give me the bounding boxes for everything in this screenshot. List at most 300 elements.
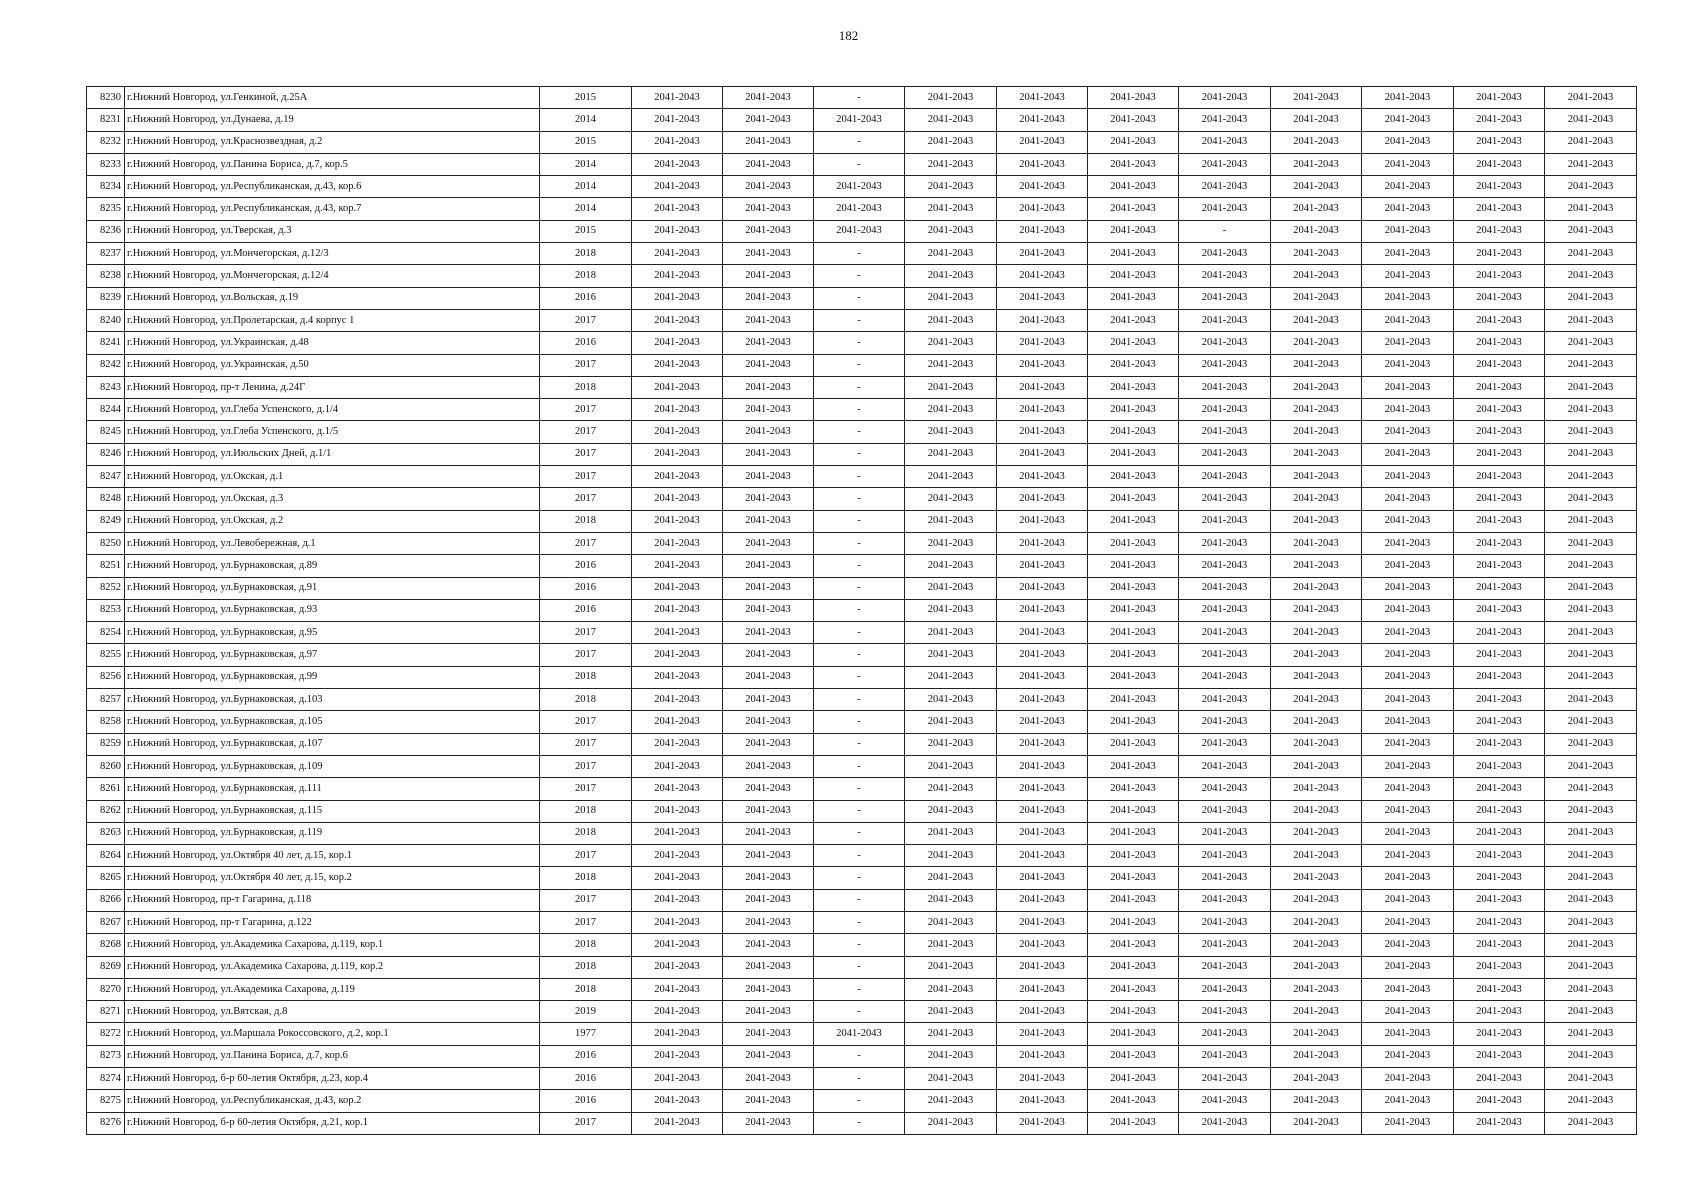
period-cell: 2041-2043 (997, 889, 1088, 911)
period-cell: 2041-2043 (723, 354, 814, 376)
period-cell: 2041-2043 (1362, 599, 1454, 621)
period-cell: 2041-2043 (1088, 109, 1179, 131)
period-cell: 2041-2043 (723, 198, 814, 220)
period-cell: 2041-2043 (997, 845, 1088, 867)
period-cell: 2041-2043 (1179, 443, 1271, 465)
table-row (87, 153, 1637, 175)
period-cell: - (814, 265, 905, 287)
year-cell: 2016 (540, 1090, 632, 1112)
period-cell: 2041-2043 (997, 243, 1088, 265)
period-cell: 2041-2043 (1271, 510, 1362, 532)
row-number-cell: 8259 (87, 733, 125, 755)
table-row (87, 666, 1637, 688)
period-cell: 2041-2043 (1545, 376, 1637, 398)
address-cell: г.Нижний Новгород, ул.Бурнаковская, д.107 (125, 733, 540, 755)
year-cell: 2018 (540, 934, 632, 956)
row-number-cell: 8239 (87, 287, 125, 309)
period-cell: 2041-2043 (997, 1068, 1088, 1090)
period-cell: 2041-2043 (905, 309, 997, 331)
period-cell: 2041-2043 (1271, 332, 1362, 354)
period-cell: 2041-2043 (814, 176, 905, 198)
period-cell: 2041-2043 (997, 934, 1088, 956)
period-cell: 2041-2043 (632, 599, 723, 621)
period-cell: 2041-2043 (1545, 1045, 1637, 1067)
table-row (87, 733, 1637, 755)
period-cell: 2041-2043 (905, 421, 997, 443)
period-cell: 2041-2043 (905, 510, 997, 532)
period-cell: 2041-2043 (1454, 845, 1545, 867)
year-cell: 2018 (540, 376, 632, 398)
period-cell: - (814, 243, 905, 265)
period-cell: 2041-2043 (905, 532, 997, 554)
period-cell: 2041-2043 (1179, 911, 1271, 933)
period-cell: 2041-2043 (1362, 399, 1454, 421)
period-cell: 2041-2043 (1362, 87, 1454, 109)
period-cell: 2041-2043 (1271, 399, 1362, 421)
address-cell: г.Нижний Новгород, ул.Окская, д.1 (125, 466, 540, 488)
period-cell: - (814, 622, 905, 644)
period-cell: 2041-2043 (905, 1045, 997, 1067)
table-row (87, 555, 1637, 577)
period-cell: 2041-2043 (1362, 555, 1454, 577)
period-cell: 2041-2043 (1454, 176, 1545, 198)
registry-table (86, 86, 1637, 1135)
table-row (87, 1112, 1637, 1134)
period-cell: 2041-2043 (997, 577, 1088, 599)
period-cell: 2041-2043 (1362, 778, 1454, 800)
period-cell: - (814, 733, 905, 755)
period-cell: 2041-2043 (1088, 332, 1179, 354)
period-cell: 2041-2043 (1088, 822, 1179, 844)
row-number-cell: 8257 (87, 689, 125, 711)
period-cell: 2041-2043 (1088, 1112, 1179, 1134)
address-cell: г.Нижний Новгород, ул.Бурнаковская, д.109 (125, 755, 540, 777)
year-cell: 2017 (540, 399, 632, 421)
period-cell: - (814, 822, 905, 844)
period-cell: 2041-2043 (1362, 243, 1454, 265)
period-cell: 2041-2043 (1088, 867, 1179, 889)
row-number-cell: 8270 (87, 978, 125, 1000)
row-number-cell: 8231 (87, 109, 125, 131)
address-cell: г.Нижний Новгород, ул.Пролетарская, д.4 корпус 1 (125, 309, 540, 331)
period-cell: 2041-2043 (1362, 755, 1454, 777)
year-cell: 2017 (540, 532, 632, 554)
period-cell: 2041-2043 (632, 1112, 723, 1134)
period-cell: 2041-2043 (997, 622, 1088, 644)
period-cell: - (814, 845, 905, 867)
period-cell: 2041-2043 (997, 376, 1088, 398)
period-cell: 2041-2043 (997, 1001, 1088, 1023)
period-cell: 2041-2043 (1545, 198, 1637, 220)
period-cell: 2041-2043 (905, 622, 997, 644)
period-cell: 2041-2043 (632, 243, 723, 265)
period-cell: 2041-2043 (905, 1090, 997, 1112)
period-cell: 2041-2043 (1545, 1090, 1637, 1112)
period-cell: 2041-2043 (1088, 1090, 1179, 1112)
period-cell: 2041-2043 (723, 153, 814, 175)
period-cell: 2041-2043 (1454, 87, 1545, 109)
period-cell: 2041-2043 (1454, 399, 1545, 421)
address-cell: г.Нижний Новгород, ул.Бурнаковская, д.119 (125, 822, 540, 844)
period-cell: 2041-2043 (905, 466, 997, 488)
period-cell: 2041-2043 (723, 532, 814, 554)
period-cell: - (814, 577, 905, 599)
period-cell: 2041-2043 (1088, 733, 1179, 755)
period-cell: 2041-2043 (1454, 1001, 1545, 1023)
period-cell: 2041-2043 (1271, 265, 1362, 287)
period-cell: 2041-2043 (1179, 153, 1271, 175)
period-cell: 2041-2043 (632, 755, 723, 777)
period-cell: 2041-2043 (1271, 733, 1362, 755)
period-cell: 2041-2043 (905, 376, 997, 398)
period-cell: 2041-2043 (632, 198, 723, 220)
period-cell: 2041-2043 (1179, 577, 1271, 599)
period-cell: - (814, 911, 905, 933)
period-cell: 2041-2043 (1179, 666, 1271, 688)
address-cell: г.Нижний Новгород, ул.Октября 40 лет, д.15, кор.1 (125, 845, 540, 867)
row-number-cell: 8269 (87, 956, 125, 978)
period-cell: 2041-2043 (632, 978, 723, 1000)
period-cell: 2041-2043 (632, 376, 723, 398)
table-row (87, 644, 1637, 666)
period-cell: 2041-2043 (1362, 644, 1454, 666)
period-cell: 2041-2043 (1454, 599, 1545, 621)
period-cell: 2041-2043 (1545, 644, 1637, 666)
period-cell: 2041-2043 (1179, 689, 1271, 711)
period-cell: - (814, 354, 905, 376)
table-row (87, 911, 1637, 933)
row-number-cell: 8237 (87, 243, 125, 265)
period-cell: 2041-2043 (905, 443, 997, 465)
period-cell: 2041-2043 (1545, 1001, 1637, 1023)
period-cell: 2041-2043 (1362, 443, 1454, 465)
row-number-cell: 8232 (87, 131, 125, 153)
table-row (87, 198, 1637, 220)
table-row (87, 934, 1637, 956)
period-cell: 2041-2043 (723, 421, 814, 443)
table-row (87, 443, 1637, 465)
period-cell: 2041-2043 (1179, 845, 1271, 867)
period-cell: 2041-2043 (997, 978, 1088, 1000)
period-cell: 2041-2043 (1362, 1001, 1454, 1023)
period-cell: 2041-2043 (1545, 443, 1637, 465)
period-cell: 2041-2043 (997, 131, 1088, 153)
address-cell: г.Нижний Новгород, ул.Республиканская, д.43, кор.7 (125, 198, 540, 220)
period-cell: 2041-2043 (905, 265, 997, 287)
period-cell: 2041-2043 (814, 198, 905, 220)
period-cell: 2041-2043 (632, 644, 723, 666)
period-cell: 2041-2043 (723, 934, 814, 956)
period-cell: 2041-2043 (905, 287, 997, 309)
period-cell: 2041-2043 (1179, 243, 1271, 265)
period-cell: 2041-2043 (905, 599, 997, 621)
period-cell: 2041-2043 (723, 845, 814, 867)
period-cell: 2041-2043 (1362, 354, 1454, 376)
period-cell: - (814, 153, 905, 175)
year-cell: 2015 (540, 87, 632, 109)
year-cell: 2018 (540, 978, 632, 1000)
period-cell: 2041-2043 (723, 176, 814, 198)
period-cell: 2041-2043 (1088, 889, 1179, 911)
period-cell: 2041-2043 (632, 1090, 723, 1112)
period-cell: 2041-2043 (1088, 87, 1179, 109)
period-cell: 2041-2043 (1088, 644, 1179, 666)
period-cell: 2041-2043 (723, 109, 814, 131)
period-cell: 2041-2043 (632, 911, 723, 933)
period-cell: 2041-2043 (1271, 689, 1362, 711)
year-cell: 2014 (540, 153, 632, 175)
period-cell: 2041-2043 (997, 109, 1088, 131)
period-cell: 2041-2043 (1271, 755, 1362, 777)
year-cell: 2017 (540, 466, 632, 488)
period-cell: 2041-2043 (1271, 867, 1362, 889)
table-row (87, 131, 1637, 153)
period-cell: 2041-2043 (1088, 1001, 1179, 1023)
period-cell: 2041-2043 (1362, 1068, 1454, 1090)
table-row (87, 599, 1637, 621)
period-cell: 2041-2043 (723, 555, 814, 577)
year-cell: 2017 (540, 889, 632, 911)
period-cell: 2041-2043 (1454, 198, 1545, 220)
period-cell: 2041-2043 (1179, 978, 1271, 1000)
period-cell: - (814, 443, 905, 465)
table-row (87, 466, 1637, 488)
period-cell: 2041-2043 (1362, 733, 1454, 755)
row-number-cell: 8275 (87, 1090, 125, 1112)
table-row (87, 376, 1637, 398)
period-cell: 2041-2043 (997, 354, 1088, 376)
period-cell: 2041-2043 (1454, 644, 1545, 666)
table-row (87, 87, 1637, 109)
period-cell: - (814, 488, 905, 510)
table-row (87, 867, 1637, 889)
table-row (87, 421, 1637, 443)
period-cell: 2041-2043 (905, 934, 997, 956)
table-row (87, 711, 1637, 733)
year-cell: 2018 (540, 800, 632, 822)
period-cell: 2041-2043 (1088, 443, 1179, 465)
period-cell: 2041-2043 (1088, 354, 1179, 376)
year-cell: 2017 (540, 845, 632, 867)
year-cell: 2017 (540, 644, 632, 666)
period-cell: 2041-2043 (1362, 1090, 1454, 1112)
period-cell: 2041-2043 (1362, 265, 1454, 287)
period-cell: 2041-2043 (1545, 421, 1637, 443)
period-cell: 2041-2043 (1545, 978, 1637, 1000)
period-cell: - (814, 1045, 905, 1067)
table-row (87, 176, 1637, 198)
period-cell: 2041-2043 (1271, 555, 1362, 577)
year-cell: 2017 (540, 443, 632, 465)
period-cell: 2041-2043 (905, 689, 997, 711)
period-cell: 2041-2043 (1454, 354, 1545, 376)
period-cell: 2041-2043 (723, 287, 814, 309)
year-cell: 2017 (540, 755, 632, 777)
period-cell: 2041-2043 (1088, 131, 1179, 153)
period-cell: 2041-2043 (905, 399, 997, 421)
period-cell: 2041-2043 (905, 109, 997, 131)
table-row (87, 532, 1637, 554)
row-number-cell: 8266 (87, 889, 125, 911)
period-cell: 2041-2043 (1088, 399, 1179, 421)
period-cell: 2041-2043 (997, 176, 1088, 198)
period-cell: 2041-2043 (1271, 466, 1362, 488)
period-cell: 2041-2043 (1179, 332, 1271, 354)
period-cell: 2041-2043 (905, 889, 997, 911)
period-cell: 2041-2043 (1545, 689, 1637, 711)
period-cell: 2041-2043 (1179, 287, 1271, 309)
period-cell: 2041-2043 (1545, 87, 1637, 109)
period-cell: 2041-2043 (1179, 1068, 1271, 1090)
period-cell: 2041-2043 (1545, 622, 1637, 644)
period-cell: 2041-2043 (1271, 287, 1362, 309)
period-cell: 2041-2043 (1545, 309, 1637, 331)
period-cell: 2041-2043 (723, 867, 814, 889)
period-cell: 2041-2043 (1179, 1023, 1271, 1045)
period-cell: 2041-2043 (1362, 956, 1454, 978)
period-cell: - (814, 466, 905, 488)
period-cell: 2041-2043 (1271, 644, 1362, 666)
period-cell: 2041-2043 (905, 198, 997, 220)
period-cell: 2041-2043 (1454, 555, 1545, 577)
period-cell: 2041-2043 (1179, 354, 1271, 376)
period-cell: 2041-2043 (632, 666, 723, 688)
period-cell: 2041-2043 (1362, 934, 1454, 956)
address-cell: г.Нижний Новгород, ул.Бурнаковская, д.95 (125, 622, 540, 644)
period-cell: 2041-2043 (1454, 733, 1545, 755)
period-cell: 2041-2043 (1088, 978, 1179, 1000)
row-number-cell: 8271 (87, 1001, 125, 1023)
period-cell: 2041-2043 (1179, 488, 1271, 510)
table-row (87, 889, 1637, 911)
period-cell: 2041-2043 (1545, 265, 1637, 287)
table-row (87, 778, 1637, 800)
period-cell: 2041-2043 (997, 666, 1088, 688)
period-cell: 2041-2043 (1271, 1112, 1362, 1134)
period-cell: 2041-2043 (632, 733, 723, 755)
period-cell: 2041-2043 (997, 265, 1088, 287)
period-cell: 2041-2043 (1179, 644, 1271, 666)
period-cell: 2041-2043 (997, 532, 1088, 554)
period-cell: 2041-2043 (632, 555, 723, 577)
period-cell: 2041-2043 (905, 332, 997, 354)
row-number-cell: 8243 (87, 376, 125, 398)
period-cell: 2041-2043 (1271, 153, 1362, 175)
table-row (87, 978, 1637, 1000)
period-cell: 2041-2043 (1545, 867, 1637, 889)
period-cell: 2041-2043 (905, 644, 997, 666)
period-cell: 2041-2043 (723, 265, 814, 287)
row-number-cell: 8240 (87, 309, 125, 331)
period-cell: 2041-2043 (632, 1068, 723, 1090)
period-cell: 2041-2043 (1088, 577, 1179, 599)
period-cell: 2041-2043 (905, 1023, 997, 1045)
address-cell: г.Нижний Новгород, ул.Глеба Успенского, д.1/4 (125, 399, 540, 421)
period-cell: 2041-2043 (1545, 733, 1637, 755)
period-cell: 2041-2043 (632, 87, 723, 109)
row-number-cell: 8238 (87, 265, 125, 287)
period-cell: 2041-2043 (632, 176, 723, 198)
address-cell: г.Нижний Новгород, ул.Панина Бориса, д.7, кор.5 (125, 153, 540, 175)
period-cell: 2041-2043 (1545, 220, 1637, 242)
period-cell: - (814, 332, 905, 354)
period-cell: 2041-2043 (1271, 243, 1362, 265)
period-cell: 2041-2043 (1179, 131, 1271, 153)
period-cell: 2041-2043 (1088, 309, 1179, 331)
period-cell: 2041-2043 (1179, 622, 1271, 644)
row-number-cell: 8261 (87, 778, 125, 800)
period-cell: 2041-2043 (1179, 176, 1271, 198)
year-cell: 2018 (540, 822, 632, 844)
year-cell: 2014 (540, 109, 632, 131)
period-cell: 2041-2043 (723, 666, 814, 688)
period-cell: 2041-2043 (1362, 510, 1454, 532)
period-cell: 2041-2043 (905, 131, 997, 153)
period-cell: 2041-2043 (1545, 800, 1637, 822)
period-cell: 2041-2043 (632, 488, 723, 510)
table-row (87, 689, 1637, 711)
period-cell: 2041-2043 (1271, 109, 1362, 131)
period-cell: 2041-2043 (1088, 488, 1179, 510)
period-cell: 2041-2043 (997, 733, 1088, 755)
period-cell: 2041-2043 (1454, 689, 1545, 711)
period-cell: 2041-2043 (1545, 532, 1637, 554)
period-cell: 2041-2043 (1545, 778, 1637, 800)
period-cell: 2041-2043 (1271, 87, 1362, 109)
row-number-cell: 8258 (87, 711, 125, 733)
address-cell: г.Нижний Новгород, ул.Академика Сахарова, д.119, кор.1 (125, 934, 540, 956)
row-number-cell: 8252 (87, 577, 125, 599)
period-cell: 2041-2043 (1362, 131, 1454, 153)
period-cell: 2041-2043 (723, 978, 814, 1000)
period-cell: 2041-2043 (1454, 1068, 1545, 1090)
period-cell: 2041-2043 (997, 867, 1088, 889)
period-cell: 2041-2043 (1454, 1090, 1545, 1112)
period-cell: 2041-2043 (723, 376, 814, 398)
address-cell: г.Нижний Новгород, ул.Украинская, д.50 (125, 354, 540, 376)
address-cell: г.Нижний Новгород, ул.Республиканская, д.43, кор.6 (125, 176, 540, 198)
period-cell: 2041-2043 (1271, 421, 1362, 443)
period-cell: 2041-2043 (1088, 1045, 1179, 1067)
table-row (87, 1045, 1637, 1067)
period-cell: 2041-2043 (632, 287, 723, 309)
period-cell: - (814, 978, 905, 1000)
year-cell: 2019 (540, 1001, 632, 1023)
period-cell: 2041-2043 (1088, 243, 1179, 265)
address-cell: г.Нижний Новгород, ул.Панина Бориса, д.7, кор.6 (125, 1045, 540, 1067)
address-cell: г.Нижний Новгород, ул.Бурнаковская, д.89 (125, 555, 540, 577)
period-cell: 2041-2043 (632, 443, 723, 465)
period-cell: 2041-2043 (632, 711, 723, 733)
period-cell: 2041-2043 (1454, 911, 1545, 933)
period-cell: 2041-2043 (1088, 421, 1179, 443)
period-cell: 2041-2043 (632, 109, 723, 131)
period-cell: 2041-2043 (1179, 733, 1271, 755)
period-cell: 2041-2043 (723, 443, 814, 465)
row-number-cell: 8244 (87, 399, 125, 421)
year-cell: 2016 (540, 1045, 632, 1067)
period-cell: 2041-2043 (1179, 466, 1271, 488)
period-cell: - (814, 599, 905, 621)
period-cell: 2041-2043 (997, 555, 1088, 577)
period-cell: 2041-2043 (1271, 889, 1362, 911)
period-cell: 2041-2043 (905, 1001, 997, 1023)
period-cell: 2041-2043 (632, 778, 723, 800)
period-cell: 2041-2043 (1454, 622, 1545, 644)
row-number-cell: 8247 (87, 466, 125, 488)
period-cell: 2041-2043 (1271, 1023, 1362, 1045)
period-cell: 2041-2043 (1271, 822, 1362, 844)
